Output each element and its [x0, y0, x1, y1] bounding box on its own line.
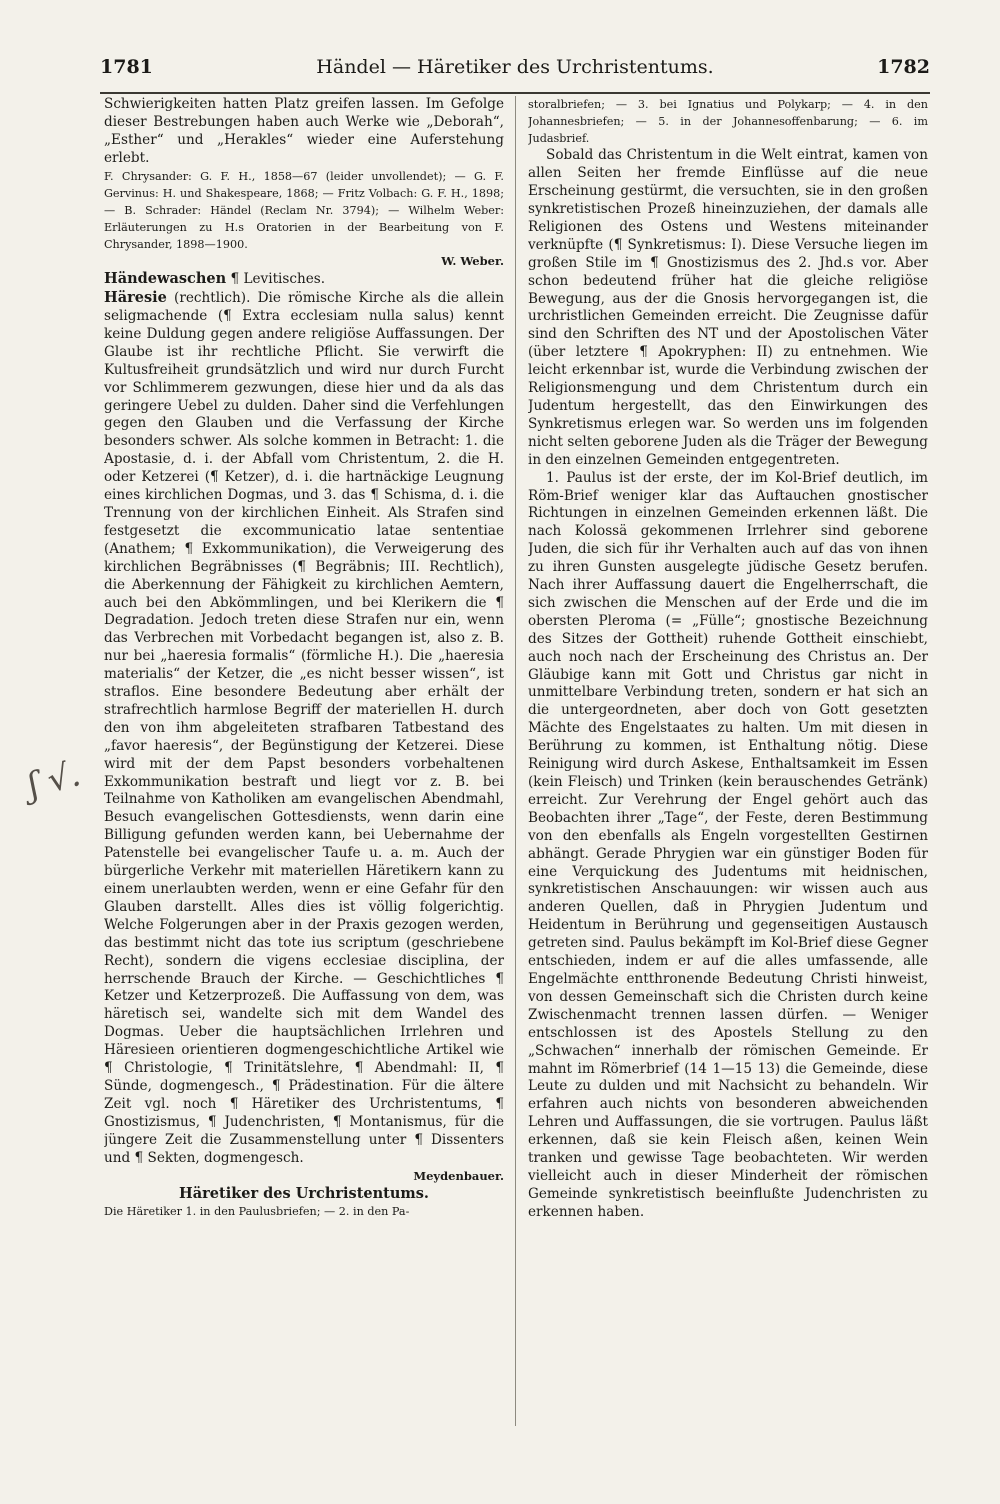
author-signature: Meydenbauer. [413, 1168, 504, 1183]
entry-text: (rechtlich). Die römische Kirche als die allein seligmachende (¶ Extra ecclesiam nulla salus) kennt keine Duldung gegen andere religiöse Auffassungen. Der Glaube ist ihr rechtliche Pflicht. Sie verwirft die Kultusfreiheit grundsätzlich und wird nur durch Furcht vor Schlimmerem gezwungen, diese hier und da als das geringere Uebel zu dulden. Daher sind die Verfehlungen gegen den Glauben und die Verfassung der Kirche besonders schwer. Als solche kommen in Betracht: 1. die Apostasie, d. i. der Abfall vom Christentum, 2. die H. oder Ketzerei (¶ Ketzer), d. i. die hartnäckige Leugnung eines kirchlichen Dogmas, und 3. das ¶ Schisma, d. i. die Trennung von der kirchlichen Einheit. Als Strafen sind festgesetzt die excommunicatio latae sententiae (Anathem; ¶ Exkommunikation), die Verweigerung des kirchlichen Begräbnisses (¶ Begräbnis; III. Rechtlich), die Aberkennung der Fähigkeit zu kirchlichen Aemtern, auch bei den Abkömmlingen, und bei Klerikern die ¶ Degradation. Jedoch treten diese Strafen nur ein, wenn das Verbrechen mit Vorbedacht begangen ist, also z. B. nur bei „haeresia formalis“ (förmliche H.). Die „haeresia materialis“ der Ketzer, die „es nicht besser wissen“, ist straflos. Eine besondere Bedeutung aber erhält der strafrechtlich harmlose Begriff der materiellen H. durch den von ihm abgeleiteten strafbaren Tatbestand des „favor haeresis“, der Begünstigung der Ketzerei. Diese wird mit der dem Papst besonders vorbehaltenen Exkommunikation bestraft und liegt vor z. B. bei Teilnahme von Katholiken am evangelischen Abendmahl, Besuch evangelischen Gottesdiensts, wenn darin eine Billigung gefunden werden kann, bei Uebernahme der Patenstelle bei evangelischer Taufe u. a. m. Auch der bürgerliche Verkehr mit materiellen Häretikern kann zu einem unerlaubten werden, wenn er eine Gefahr für den Glauben darstellt. Alles dies ist völlig folgerichtig. Welche Folgerungen aber in der Praxis gezogen werden, das bestimmt nicht das tote ius scriptum (geschriebene Recht), sondern die vigens ecclesiae disciplina, der herrschende Brauch der Kirche. — Geschichtliches ¶ Ketzer und Ketzerprozeß. Die Auffassung von dem, was häretisch sei, wandelte sich mit dem Wandel des Dogmas. Ueber die hauptsächlichen Irrlehren und Häresieen orientieren dogmengeschichtliche Artikel wie ¶ Christologie, ¶ Trinitätslehre, ¶ Abendmahl: II, ¶ Sünde, dogmengesch., ¶ Prädestination. Für die ältere Zeit vgl. noch ¶ Häretiker des Urchristentums, ¶ Gnostizismus, ¶ Judenchristen, ¶ Montanismus, für die jüngere Zeit die Zusammenstellung unter ¶ Dissenters und ¶ Sekten, dogmengesch. [104, 290, 504, 1166]
contents-summary-continued: storalbriefen; — 3. bei Ignatius und Polykarp; — 4. in den Johannesbriefen; — 5. in der Johannesoffenbarung; — 6. im Judasbrief. [528, 98, 928, 146]
bibliography [104, 168, 504, 271]
entry-handewaschen [104, 270, 504, 289]
page-number-left: 1781 [100, 56, 153, 78]
right-column [528, 96, 928, 1436]
header-rule [100, 92, 930, 94]
author-signature: W. Weber. [441, 254, 504, 269]
paragraph: 1. Paulus ist der erste, der im Kol-Brief deutlich, im Röm-Brief weniger klar das Auftauchen gnostischer Richtungen in einzelnen Gemeinden erkennen läßt. Die nach Kolossä gekommenen Irrlehrer sind geborene Juden, die sich für ihr Verhalten auch auf das von ihnen zu ihren Gunsten ausgelegte jüdische Gesetz berufen. Nach ihrer Auffassung dauert die Engelherrschaft, die sich zwischen die Menschen auf der Erde und die im obersten Pleroma (= „Fülle“; gnostische Bezeichnung des Sitzes der Gottheit) ruhende Gottheit einschiebt, auch noch nach der Erscheinung des Christus an. Der Gläubige kann mit Gott und Christus gar nicht in unmittelbare Verbindung treten, sondern er hat sich an die untergeordneten, aber doch von Gott gesetzten Mächte des Engelstaates zu halten. Um mit diesen in Berührung zu kommen, ist Enthaltung nötig. Diese Reinigung wird durch Askese, Enthaltsamkeit im Essen (kein Fleisch) und Trinken (kein berauschendes Getränk) erreicht. Zur Verehrung der Engel gehört auch das Beobachten ihrer „Tage“, der Feste, deren Bestimmung von den ebenfalls als Engeln vorgestellten Gestirnen abhängt. Gerade Phrygien war ein günstiger Boden für eine Verquickung des Judentums mit heidnischen, synkretistischen Anschauungen: wir wissen auch aus anderen Quellen, daß in Phrygien Judentum und Heidentum in Berührung und gegenseitigen Austausch getreten sind. Paulus bekämpft im Kol-Brief diese Gegner entschieden, indem er auf die alles umfassende, alle Engelmächte entthronende Bedeutung Christi hinweist, von dessen Gemeinschaft sich die Christen durch keine Zwischenmacht trennen lassen dürfen. — Weniger entschlossen ist des Apostels Stellung zu den „Schwachen“ innerhalb der römischen Gemeinde. Er mahnt im Römerbrief (14 1—15 13) die Gemeinde, diese Leute zu dulden und mit Nachsicht zu behandeln. Wir erfahren auch nichts von besonderen abweichenden Lehren und Auffassungen, die sie vortrugen. Paulus läßt erkennen, daß sie kein Fleisch aßen, keinen Wein tranken und gewisse Tage beobachteten. Wir werden vielleicht auch in dieser Minderheit der römischen Gemeinde synkretistisch beeinflußte Judenchristen zu erkennen haben. [528, 469, 928, 1220]
entry-heading: Häresie [104, 289, 167, 307]
paragraph: Sobald das Christentum in die Welt eintrat, kamen von allen Seiten her fremde Einflüsse auf die neue Erscheinung gestürmt, die versuchten, sie in den großen synkretistischen Prozeß hineinzuziehen, der damals alle Religionen des Ostens und Westens miteinander verknüpfte (¶ Synkretismus: I). Diese Versuche liegen im großen Stile im ¶ Gnostizismus des 2. Jhd.s vor. Aber schon bedeutend früher hat die gleiche religiöse Bewegung, aus der die Gnosis hervorgegangen ist, die urchristlichen Gemeinden erreicht. Die Zeugnisse dafür sind den Schriften des NT und der Apostolischen Väter (über letztere ¶ Apokryphen: II) zu entnehmen. Wie leicht erkennbar ist, wurde die Verbindung zwischen der Religionsmengung und dem Christentum durch ein Judentum hergestellt, das den Einwirkungen des Synkretismus erlegen war. So werden uns im folgenden nicht selten geborene Juden als die Träger der Bewegung in den einzelnen Gemeinden entgegentreten. [528, 147, 928, 468]
cross-reference: ¶ Levitisches. [226, 271, 326, 288]
running-title: Händel — Häretiker des Urchristentums. [316, 56, 714, 78]
left-column [104, 96, 504, 1436]
page-number-right: 1782 [877, 56, 930, 78]
entry-heading: Häretiker des Urchristentums. [179, 1185, 429, 1203]
bibliography-text: F. Chrysander: G. F. H., 1858—67 (leider unvollendet); — G. F. Gervinus: H. und Shakespeare, 1868; — Fritz Volbach: G. F. H., 1898; — B. Schrader: Händel (Reclam Nr. 3794); — Wilhelm Weber: Erläuterungen zu H.s Oratorien in der Bearbeitung von F. Chrysander, 1898—1900. [104, 169, 504, 251]
paragraph: Schwierigkeiten hatten Platz greifen lassen. Im Gefolge dieser Bestrebungen haben auch Werke wie „Deborah“, „Esther“ und „Herakles“ wieder eine Auferstehung erlebt. [104, 96, 504, 166]
contents-summary: Die Häretiker 1. in den Paulusbriefen; — 2. in den Pa- [104, 1205, 410, 1219]
handwritten-margin-note: ʃ √. [23, 754, 85, 806]
entry-haresie [104, 289, 504, 1167]
running-header [100, 56, 930, 86]
entry-heading: Händewaschen [104, 270, 227, 288]
column-divider [515, 96, 516, 1426]
